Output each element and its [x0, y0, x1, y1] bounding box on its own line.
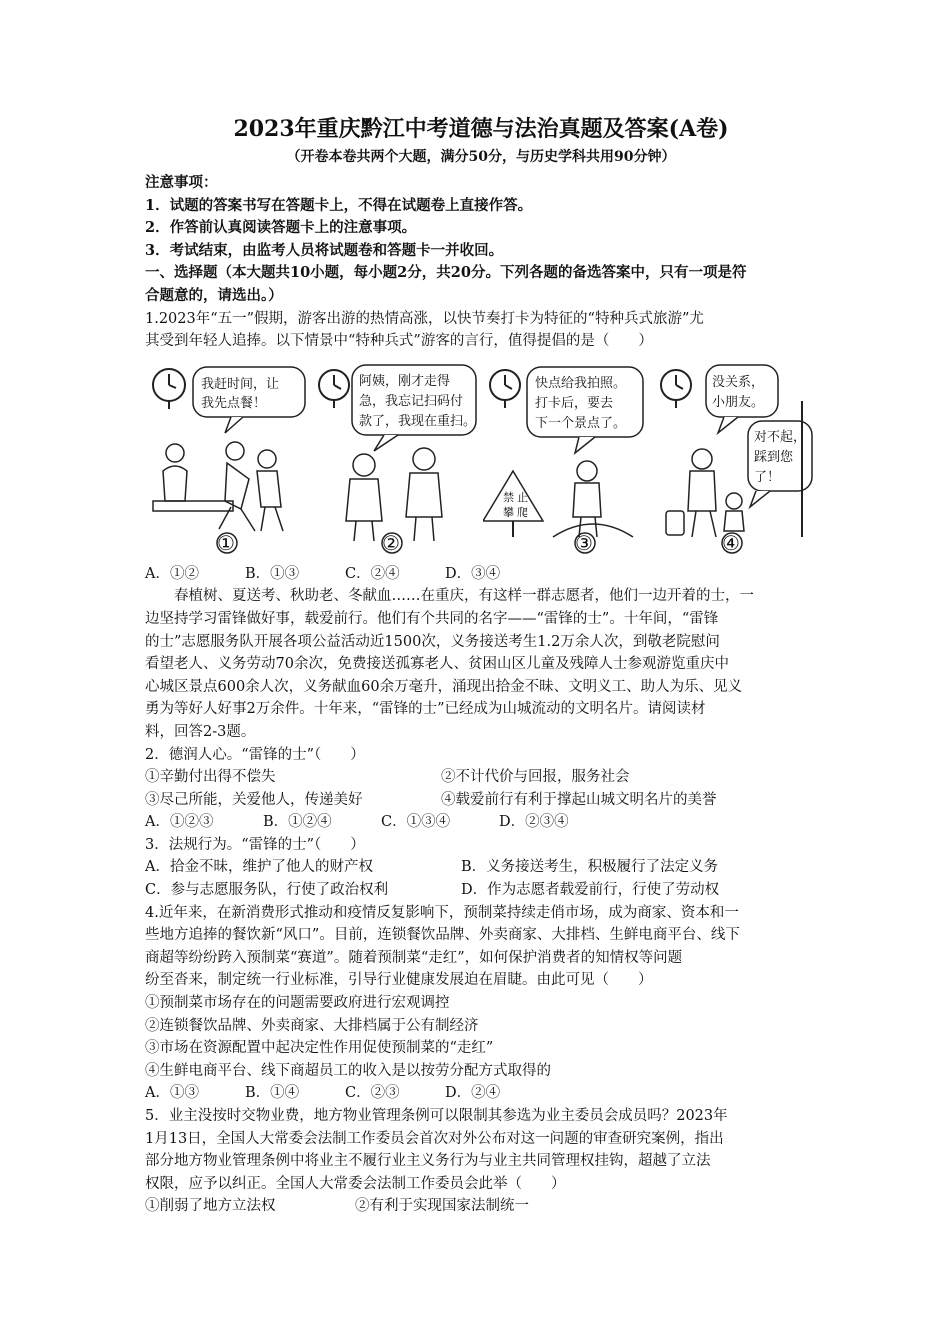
- cartoon-panel-3: [483, 361, 648, 557]
- svg-text:④: ④: [722, 530, 740, 555]
- section-heading: 一、选择题（本大题共10小题，每小题2分，共20分。下列各题的备选答案中，只有一项是符: [145, 264, 747, 282]
- cartoon-panel-4: [652, 361, 817, 557]
- question-stem: 4.近年来，在新消费形式推动和疫情反复影响下，预制菜持续走俏市场，成为商家、资本和一: [145, 904, 739, 921]
- cartoon-illustration: [145, 361, 310, 557]
- question-stem: 其受到年轻人追捧。以下情景中“特种兵式”游客的言行，值得提倡的是（ ）: [145, 333, 653, 350]
- option-c: C．参与志愿服务队，行使了政治权利: [145, 882, 389, 899]
- option-a: A．拾金不昧，维护了他人的财产权: [145, 859, 373, 876]
- cartoon-panel-1: [145, 361, 310, 557]
- cartoon-panel-2: [314, 361, 479, 557]
- notice-item: 3．考试结束，由监考人员将试题卷和答题卡一并收回。: [145, 241, 504, 259]
- option-c: C．②③: [345, 1085, 400, 1102]
- material-paragraph: 边坚持学习雷锋做好事，载爱前行。他们有个共同的名字——“雷锋的士”。十年间，“雷锋: [145, 610, 719, 627]
- material-paragraph: 勇为等好人好事2万余件。十年来，“雷锋的士”已经成为山城流动的文明名片。请阅读材: [145, 701, 706, 718]
- notice-item: 2．作答前认真阅读答题卡上的注意事项。: [145, 219, 417, 237]
- question-stem: 部分地方物业管理条例中将业主不履行业主义务行为与业主共同管理权挂钩，超越了立法: [145, 1153, 711, 1170]
- statement-row: [145, 1195, 817, 1218]
- option-b: B．①④: [245, 1085, 300, 1102]
- material-paragraph: 的士”志愿服务队开展各项公益活动近1500次，义务接送考生1.2万余人次，到敬老院慰问: [145, 633, 720, 650]
- question-stem: 5．业主没按时交物业费，地方物业管理条例可以限制其参选为业主委员会成员吗？2023年: [145, 1108, 728, 1124]
- answer-options: [145, 1082, 817, 1105]
- option-b: B．①②④: [263, 814, 332, 831]
- svg-text:①: ①: [217, 530, 235, 555]
- material-paragraph: 心城区景点600余人次，义务献血60余万毫升，涌现出拾金不昧、文明义工、助人为乐、见义: [145, 678, 743, 695]
- option-c: C．①③④: [381, 814, 451, 831]
- statement: ①预制菜市场存在的问题需要政府进行宏观调控: [145, 995, 450, 1012]
- svg-text:②: ②: [382, 530, 400, 555]
- material-paragraph: 春植树、夏送考、秋助老、冬献血……在重庆，有这样一群志愿者，他们一边开着的士，一: [174, 588, 754, 605]
- svg-text:攀: 攀: [503, 505, 514, 519]
- question-stem: 3．法规行为。“雷锋的士”（ ）: [145, 836, 365, 853]
- statement: ②有利于实现国家法制统一: [355, 1198, 529, 1215]
- svg-text:了！: 了！: [754, 469, 781, 485]
- option-b: B．义务接送考生，积极履行了法定义务: [461, 859, 719, 876]
- question-stem: 1.2023年“五一”假期，游客出游的热情高涨，以快节奏打卡为特征的“特种兵式旅游”尤: [145, 310, 704, 327]
- svg-text:③: ③: [575, 530, 593, 555]
- page-title: 2023年重庆黔江中考道德与法治真题及答案(A卷): [233, 116, 729, 142]
- svg-text:我赶时间，让: 我赶时间，让: [201, 376, 280, 392]
- svg-text:快点给我拍照。: 快点给我拍照。: [535, 375, 627, 391]
- cartoon-strip: [145, 361, 817, 557]
- svg-text:我先点餐！: 我先点餐！: [201, 395, 267, 411]
- statement: ③尽己所能，关爱他人，传递美好: [145, 791, 363, 808]
- answer-options: [145, 811, 817, 834]
- statement: ①辛勤付出得不偿失: [145, 769, 276, 786]
- option-row: [145, 856, 817, 879]
- svg-text:款了，我现在重扫。: 款了，我现在重扫。: [359, 413, 477, 429]
- svg-text:打卡后，要去: 打卡后，要去: [535, 395, 614, 411]
- svg-text:对不起，: 对不起，: [754, 429, 807, 445]
- svg-text:止: 止: [517, 490, 528, 504]
- question-stem: 些地方追捧的餐饮新“风口”。目前，连锁餐饮品牌、外卖商家、大排档、生鲜电商平台、线下: [145, 927, 740, 944]
- option-b: B．①③: [245, 565, 300, 582]
- option-c: C．②④: [345, 565, 400, 582]
- option-d: D．③④: [445, 565, 501, 582]
- option-a: A．①③: [145, 1085, 199, 1102]
- question-stem: 纷至沓来，制定统一行业标准，引导行业健康发展迫在眉睫。由此可见（ ）: [145, 972, 653, 989]
- statement-row: [145, 766, 817, 789]
- clock-icon: [153, 369, 185, 409]
- question-stem: 2．德润人心。“雷锋的士”（ ）: [145, 746, 365, 763]
- svg-text:急，我忘记扫码付: 急，我忘记扫码付: [359, 393, 464, 409]
- notice-heading: 注意事项：: [145, 174, 218, 191]
- material-paragraph: 料，回答2-3题。: [145, 723, 256, 740]
- option-d: D．②④: [445, 1085, 501, 1102]
- cartoon-illustration: [652, 361, 817, 557]
- svg-text:没关系，: 没关系，: [712, 374, 765, 390]
- section-heading: 合题意的，请选出。）: [145, 286, 283, 304]
- notice-item: 1．试题的答案书写在答题卡上，不得在试题卷上直接作答。: [145, 196, 533, 214]
- option-a: A．①②③: [145, 814, 214, 831]
- svg-text:阿姨，刚才走得: 阿姨，刚才走得: [359, 373, 451, 389]
- statement: ④载爱前行有利于撑起山城文明名片的美誉: [441, 791, 717, 808]
- svg-text:踩到您: 踩到您: [754, 449, 794, 465]
- exam-page: [145, 112, 817, 1218]
- question-stem: 1月13日，全国人大常委会法制工作委员会首次对外公布对这一问题的审查研究案例，指出: [145, 1130, 724, 1147]
- statement-row: [145, 789, 817, 812]
- svg-text:小朋友。: 小朋友。: [712, 394, 765, 410]
- cartoon-illustration: [483, 361, 648, 557]
- statement: ②连锁餐饮品牌、外卖商家、大排档属于公有制经济: [145, 1017, 479, 1034]
- option-a: A．①②: [145, 565, 199, 582]
- material-paragraph: 看望老人、义务劳动70余次，免费接送孤寡老人、贫困山区儿童及残障人士参观游览重庆中: [145, 656, 729, 673]
- option-d: D．②③④: [499, 814, 569, 831]
- statement: ③市场在资源配置中起决定性作用促使预制菜的“走红”: [145, 1040, 494, 1057]
- statement: ②不计代价与回报，服务社会: [441, 769, 630, 786]
- svg-text:爬: 爬: [517, 505, 528, 519]
- option-row: [145, 879, 817, 902]
- answer-options: [145, 563, 817, 586]
- svg-text:下一个景点了。: 下一个景点了。: [535, 415, 627, 431]
- statement: ④生鲜电商平台、线下商超员工的收入是以按劳分配方式取得的: [145, 1062, 551, 1079]
- warning-sign-icon: [483, 471, 543, 537]
- clock-icon: [319, 370, 349, 408]
- option-d: D．作为志愿者载爱前行，行使了劳动权: [461, 882, 720, 899]
- cartoon-illustration: [314, 361, 479, 557]
- clock-icon: [490, 370, 520, 408]
- page-subtitle: （开卷本卷共两个大题，满分50分，与历史学科共用90分钟）: [286, 149, 676, 165]
- svg-text:禁: 禁: [503, 490, 514, 504]
- clock-icon: [661, 370, 691, 408]
- question-stem: 商超等纷纷跨入预制菜“赛道”。随着预制菜“走红”，如何保护消费者的知情权等问题: [145, 949, 683, 966]
- statement: ①削弱了地方立法权: [145, 1198, 276, 1215]
- question-stem: 权限，应予以纠正。全国人大常委会法制工作委员会此举（ ）: [145, 1175, 566, 1192]
